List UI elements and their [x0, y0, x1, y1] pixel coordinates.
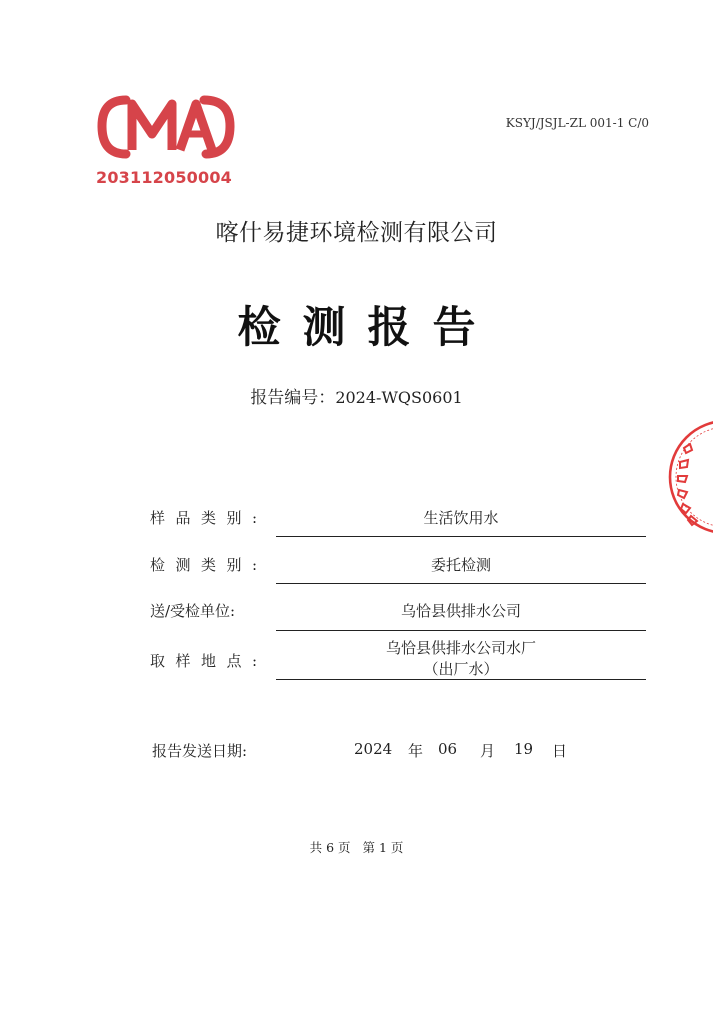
report-number: [0, 383, 713, 408]
company-name: 喀什易捷环境检测有限公司: [215, 220, 498, 246]
test-type-label: 检测类别:: [150, 556, 268, 574]
sampling-location-label: 取样地点:: [150, 652, 268, 670]
sample-type-label: 样品类别:: [150, 509, 268, 527]
underline: [276, 536, 646, 537]
total-pages: 共 6 页: [309, 840, 351, 855]
client-unit-value: 乌恰县供排水公司: [400, 602, 521, 620]
test-type-value: 委托检测: [430, 556, 491, 574]
issue-date-day: 19: [514, 740, 534, 758]
sampling-location-value-line1: 乌恰县供排水公司水厂: [385, 639, 536, 657]
sampling-location-value-line2: （出厂水）: [423, 660, 499, 678]
sample-type-value: 生活饮用水: [423, 509, 499, 527]
report-title: 检测报告: [237, 303, 498, 353]
issue-date-year-unit: 年: [408, 742, 424, 760]
cma-certificate-number: 203112050004: [96, 168, 232, 187]
page-footer: [0, 838, 713, 856]
report-number-label: 报告编号：: [250, 388, 336, 408]
report-number-value: 2024-WQS0601: [335, 388, 463, 407]
issue-date-year: 2024: [354, 740, 393, 758]
issue-date-month: 06: [438, 740, 458, 758]
document-code: KSYJ/JSJL-ZL 001-1 C/0: [505, 116, 649, 130]
issue-date-month-unit: 月: [480, 742, 496, 760]
client-unit-label: 送/受检单位:: [150, 602, 236, 620]
underline: [276, 583, 646, 584]
underline: [276, 630, 646, 631]
official-seal-stamp: [664, 418, 713, 536]
issue-date-day-unit: 日: [552, 742, 568, 760]
issue-date-label: 报告发送日期:: [152, 742, 248, 760]
underline: [276, 679, 646, 680]
current-page: 第 1 页: [362, 840, 404, 855]
